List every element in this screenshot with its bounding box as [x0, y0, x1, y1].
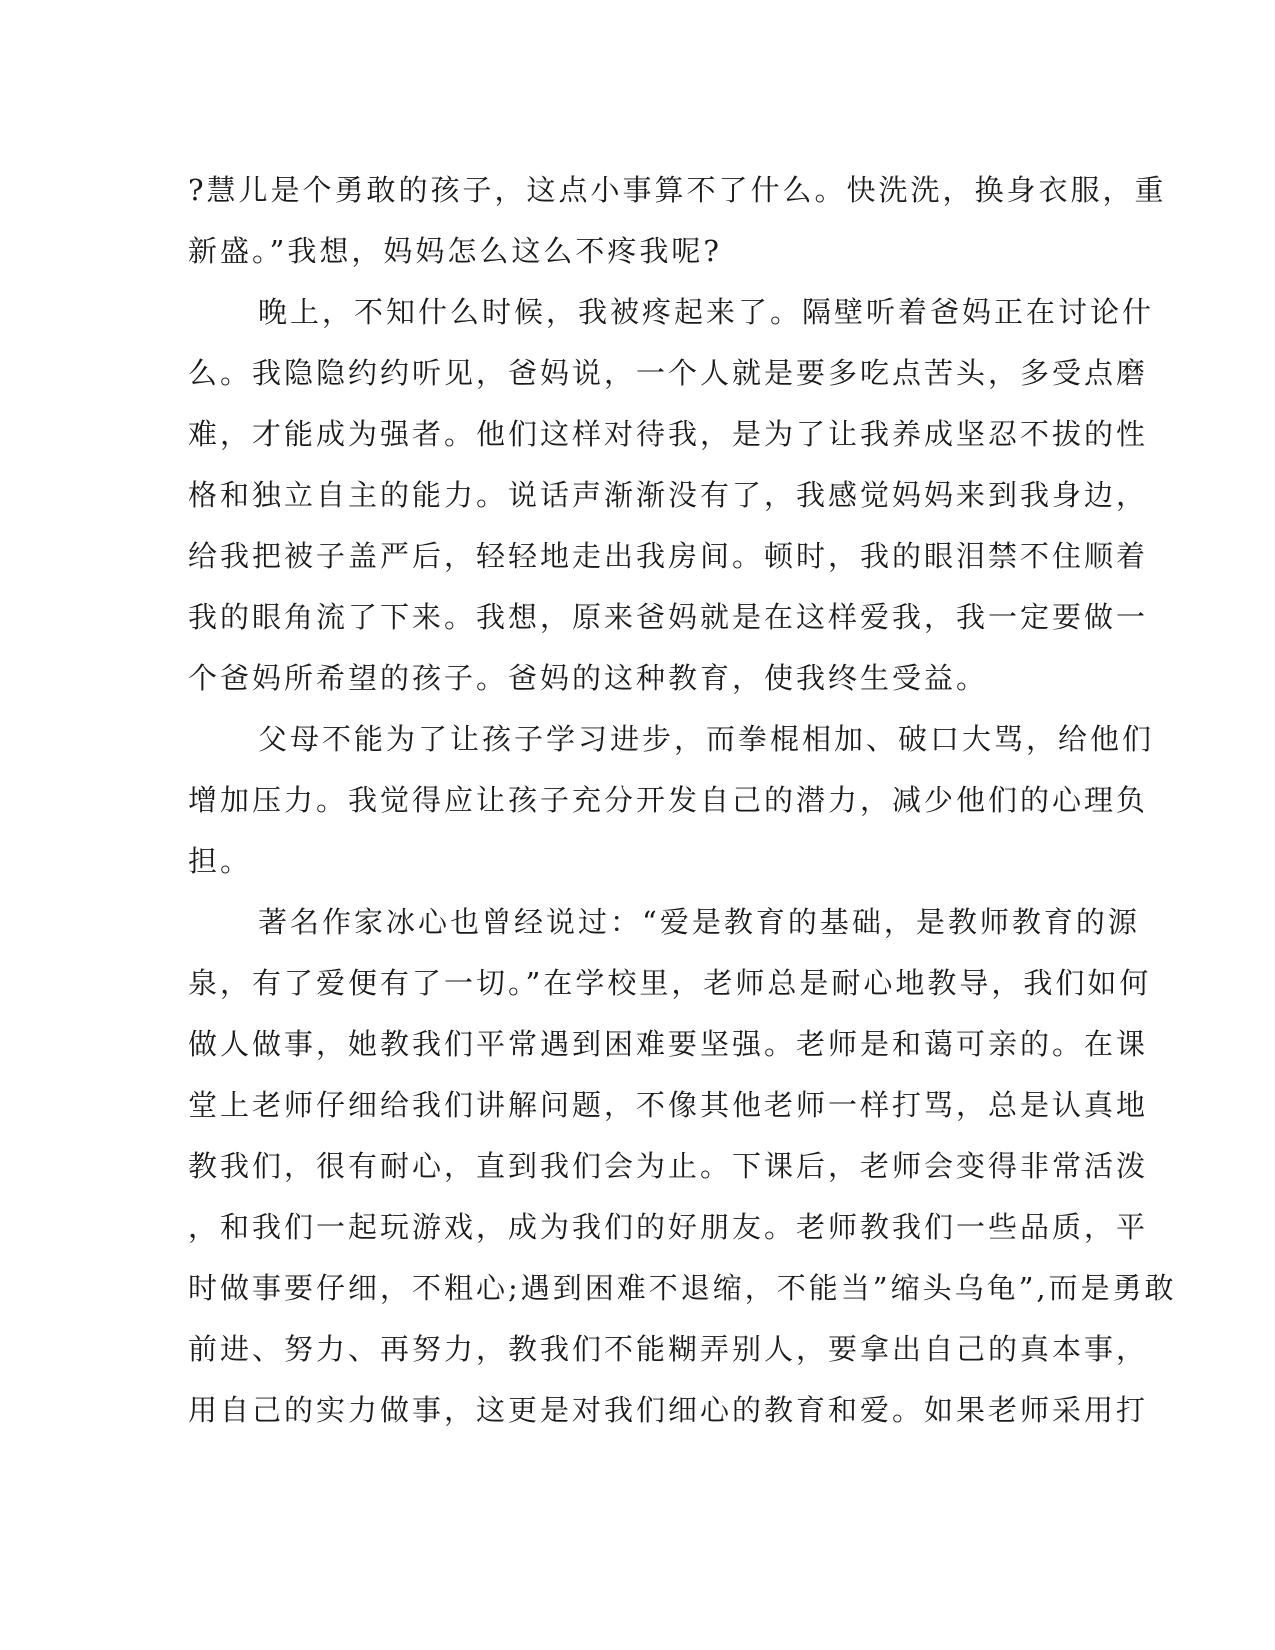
- text-line: 格和独立自主的能力。说话声渐渐没有了，我感觉妈妈来到我身边，: [188, 478, 1149, 512]
- text-line: 时做事要仔细，不粗心;遇到困难不退缩，不能当”缩头乌龟”,而是勇敢: [188, 1271, 1177, 1305]
- text-line: 我的眼角流了下来。我想，原来爸妈就是在这样爱我，我一定要做一: [188, 600, 1149, 634]
- text-line: 堂上老师仔细给我们讲解问题，不像其他老师一样打骂，总是认真地: [188, 1088, 1149, 1122]
- text-line: 增加压力。我觉得应让孩子充分开发自己的潜力，减少他们的心理负: [188, 783, 1149, 817]
- text-line: 前进、努力、再努力，教我们不能糊弄别人，要拿出自己的真本事，: [188, 1332, 1149, 1366]
- text-line: 做人做事，她教我们平常遇到困难要坚强。老师是和蔼可亲的。在课: [188, 1027, 1149, 1061]
- text-line: 个爸妈所希望的孩子。爸妈的这种教育，使我终生受益。: [188, 661, 989, 695]
- text-line: 父母不能为了让孩子学习进步，而拳棍相加、破口大骂，给他们: [258, 722, 1155, 756]
- text-line: 新盛。”我想，妈妈怎么这么不疼我呢?: [188, 234, 722, 268]
- text-line: 担。: [188, 844, 253, 878]
- text-line: 难，才能成为强者。他们这样对待我，是为了让我养成坚忍不拔的性: [188, 417, 1149, 451]
- text-line: 么。我隐隐约约听见，爸妈说，一个人就是要多吃点苦头，多受点磨: [188, 356, 1149, 390]
- text-line: 泉，有了爱便有了一切。”在学校里，老师总是耐心地教导，我们如何: [188, 966, 1152, 1000]
- text-line: 用自己的实力做事，这更是对我们细心的教育和爱。如果老师采用打: [188, 1393, 1149, 1427]
- text-line: 著名作家冰心也曾经说过：“爱是教育的基础，是教师教育的源: [258, 905, 1140, 939]
- text-line: 晚上，不知什么时候，我被疼起来了。隔壁听着爸妈正在讨论什: [258, 295, 1155, 329]
- text-line: 给我把被子盖严后，轻轻地走出我房间。顿时，我的眼泪禁不住顺着: [188, 539, 1149, 573]
- text-line: ，和我们一起玩游戏，成为我们的好朋友。老师教我们一些品质，平: [188, 1210, 1149, 1244]
- text-line: 教我们，很有耐心，直到我们会为止。下课后，老师会变得非常活泼: [188, 1149, 1149, 1183]
- body-text: [188, 160, 1177, 1441]
- text-line: ?慧儿是个勇敢的孩子，这点小事算不了什么。快洗洗，换身衣服，重: [188, 173, 1167, 207]
